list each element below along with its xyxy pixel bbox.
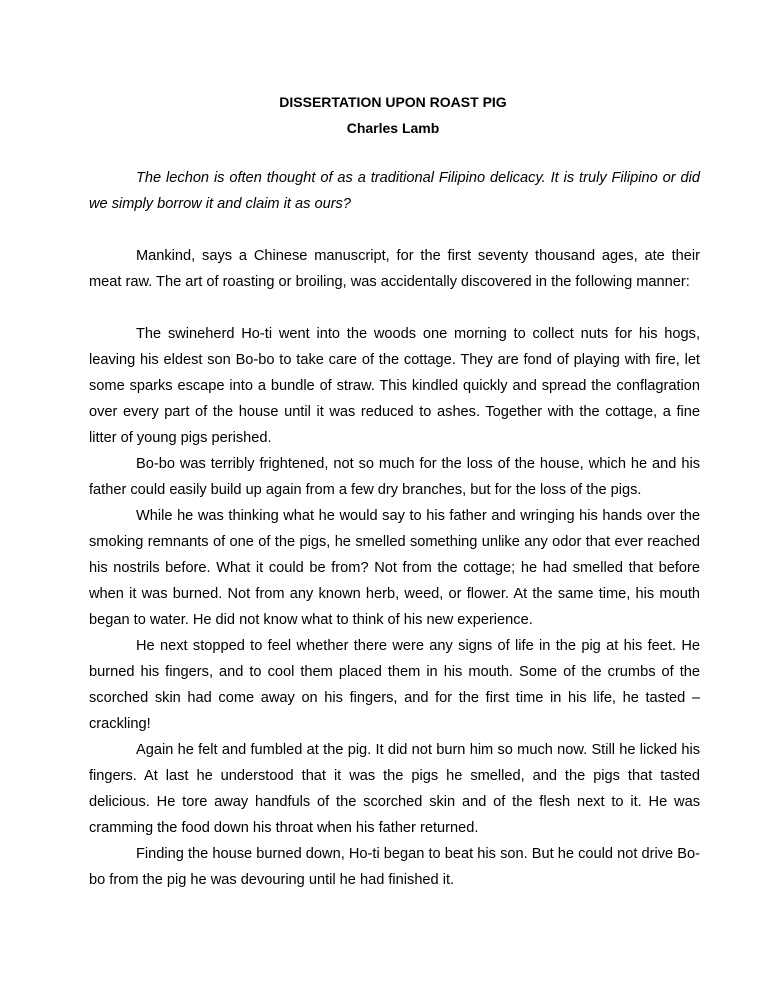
paragraph: Mankind, says a Chinese manuscript, for the first seventy thousand ages, ate their meat raw. The art of roasting or broiling, was accidentally discovered in the following manner: bbox=[89, 248, 700, 290]
document-title: DISSERTATION UPON ROAST PIG bbox=[279, 94, 507, 110]
paragraph: Again he felt and fumbled at the pig. It did not burn him so much now. Still he licked his fingers. At last he understood that it was the pigs he smelled, and the pigs that tasted delicious. He tore away handfuls of the scorched skin and of the flesh next to it. He was cramming the food down his throat when his father returned. bbox=[89, 742, 700, 836]
paragraph: While he was thinking what he would say to his father and wringing his hands over the smoking remnants of one of the pigs, he smelled something unlike any odor that ever reached his nostrils before. What it could be from? Not from the cottage; he had smelled that before when it was burned. Not from any known herb, weed, or flower. At the same time, his mouth began to water. He did not know what to think of his new experience. bbox=[89, 508, 700, 628]
paragraph: Finding the house burned down, Ho-ti began to beat his son. But he could not drive Bo-bo from the pig he was devouring until he had finished it. bbox=[89, 846, 700, 888]
paragraph: He next stopped to feel whether there were any signs of life in the pig at his feet. He burned his fingers, and to cool them placed them in his mouth. Some of the crumbs of the scorched skin had come away on his fingers, and for the first time in his life, he tasted – crackling! bbox=[89, 638, 700, 732]
intro-paragraph: The lechon is often thought of as a traditional Filipino delicacy. It is truly Filipino or did we simply borrow it and claim it as ours? bbox=[89, 170, 700, 212]
paragraph: The swineherd Ho-ti went into the woods one morning to collect nuts for his hogs, leaving his eldest son Bo-bo to take care of the cottage. They are fond of playing with fire, let some sparks escape into a bundle of straw. This kindled quickly and spread the conflagration over every part of the house until it was reduced to ashes. Together with the cottage, a fine litter of young pigs perished. bbox=[89, 326, 700, 446]
document-author: Charles Lamb bbox=[346, 120, 440, 136]
paragraph: Bo-bo was terribly frightened, not so much for the loss of the house, which he and his father could easily build up again from a few dry branches, but for the loss of the pigs. bbox=[89, 456, 700, 498]
